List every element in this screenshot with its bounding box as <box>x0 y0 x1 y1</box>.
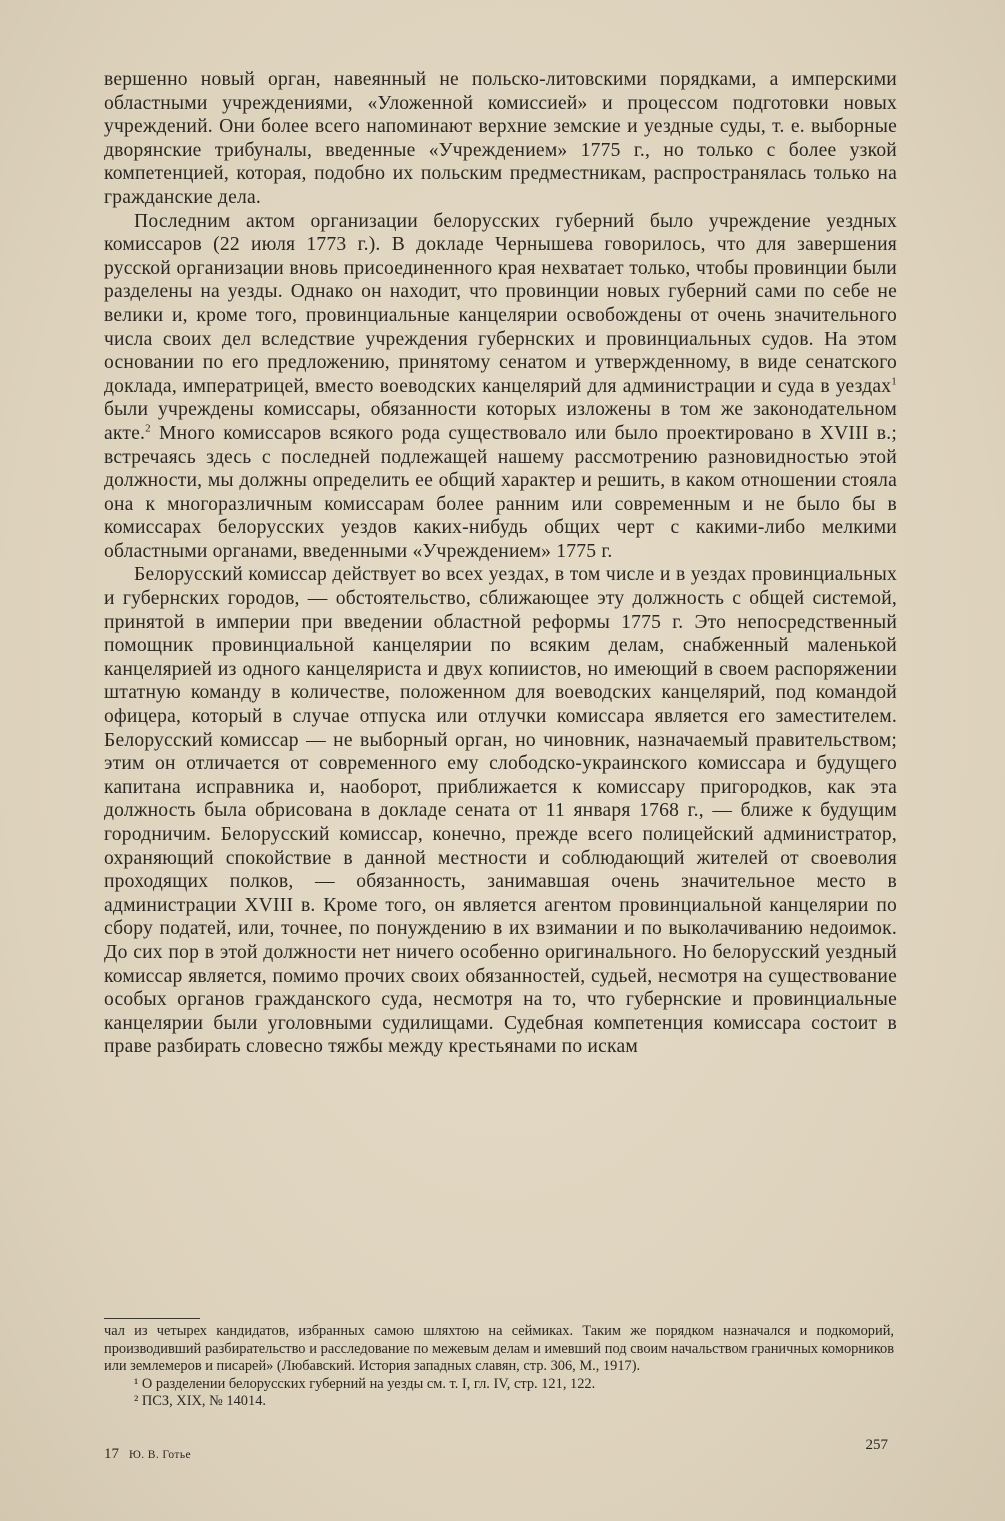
footnote-2: ² ПСЗ, XIX, № 14014. <box>134 1393 266 1410</box>
signature-author: Ю. В. Готье <box>129 1449 192 1461</box>
paragraph-text-part: Много комиссаров всякого рода существовало или было проектировано в XVIII в.; встречаясь здесь с последней подлежащей нашему рассмотрению разновидностью этой должности, мы должны определить ее общий характер и решить, в каком отношении стояла она к многоразличным комиссарам более ранним или современным и не было бы в комиссарах белорусских уездов каких-нибудь общих черт с какими-либо мелкими областными органами, введенными «Учреждением» 1775 г. <box>104 422 897 562</box>
footnote-ref-2[interactable]: 2 <box>145 422 151 435</box>
footnote-separator <box>104 1318 200 1319</box>
footnotes <box>104 1323 894 1411</box>
paragraph-continuation: вершенно новый орган, навеянный не польско-литовскими порядками, а имперскими областными учреждениями, «Уложенной комиссией» и процессом подготовки новых учреждений. Они более всего напоминают верхние земские и уездные суды, т. е. выборные дворянские трибуналы, введенные «Учреждением» 1775 г., но только с более узкой компетенцией, которая, подобно их польским предместникам, распространялась только на гражданские дела. <box>104 69 897 208</box>
paragraph-commissars <box>104 210 897 564</box>
page-footer <box>104 1437 894 1470</box>
printer-signature <box>104 1446 191 1463</box>
signature-number: 17 <box>104 1446 119 1462</box>
paragraph-belarusian-commissar: Белорусский комиссар действует во всех уездах, в том числе и в уездах провинциальных и губернских городов, — обстоятельство, сближающее эту должность с общей системой, принятой в империи при введении областной реформы 1775 г. Это непосредственный помощник провинциальной канцелярии по всяким делам, снабженный маленькой канцелярией из одного канцеляриста и двух копиистов, но имеющий в своем распоряжении штатную команду в количестве, положенном для воеводских канцелярий, под командой офицера, который в случае отпуска или отлучки комиссара является его заместителем. Белорусский комиссар — не выборный орган, но чиновник, назначаемый правительством; этим он отличается от современного ему слободско-украинского комиссара и будущего капитана исправника и, наоборот, приближается к комиссару пригородков, как эта должность была обрисована в докладе сената от 11 января 1768 г., — ближе к будущим городничим. Белорусский комиссар, конечно, прежде всего полицейский администратор, охраняющий спокойствие в данной местности и соблюдающий жителей от своеволия проходящих полков, — обязанность, занимавшая очень значительное место в администрации XVIII в. Кроме того, он является агентом провинциальной канцелярии по сбору податей, или, точнее, по понуждению в их взимании и по выколачиванию недоимок. До сих пор в этой должности нет ничего особенно оригинального. Но белорусский уездный комиссар является, помимо прочих своих обязанностей, судьей, несмотря на существование особых органов гражданского суда, несмотря на то, что губернские и провинциальные канцелярии были уголовными судилищами. Судебная компетенция комиссара состоит в праве разбирать словесно тяжбы между крестьянами по искам <box>104 564 897 1058</box>
paragraph-text-part: Последним актом организации белорусских губерний было учреждение уездных комиссаров (22 июля 1773 г.). В докладе Чернышева говорилось, что для завершения русской организации вновь присоединенного края нехватает только, чтобы провинции были разделены на уезды. Однако он находит, что провинции новых губерний сами по себе не велики и, кроме того, провинциальные канцелярии освобождены от очень значительного числа своих дел вследствие учреждения губернских и провинциальных судов. На этом основании по его предложению, принятому сенатом и утвержденному, в виде сенатского доклада, императрицей, вместо воеводских канцелярий для администрации и суда в уездах <box>104 210 897 397</box>
paragraph-text-part: были учреждены комиссары, обязанности которых изложены в том же законодательном акте. <box>104 399 897 444</box>
footnote-ref-1[interactable]: 1 <box>891 375 897 388</box>
main-text <box>104 68 897 1059</box>
footnote-1: ¹ О разделении белорусских губерний на уезды см. т. I, гл. IV, стр. 121, 122. <box>134 1375 596 1392</box>
page-number: 257 <box>865 1437 888 1453</box>
footnote-continuation: чал из четырех кандидатов, избранных самою шляхтою на сеймиках. Таким же порядком назначался и подкоморий, производивший разбирательство и расследование по межевым делам и имевший под своим начальством граничных коморников или землемеров и писарей» (Любавский. История западных славян, стр. 306, М., 1917). <box>104 1323 894 1375</box>
